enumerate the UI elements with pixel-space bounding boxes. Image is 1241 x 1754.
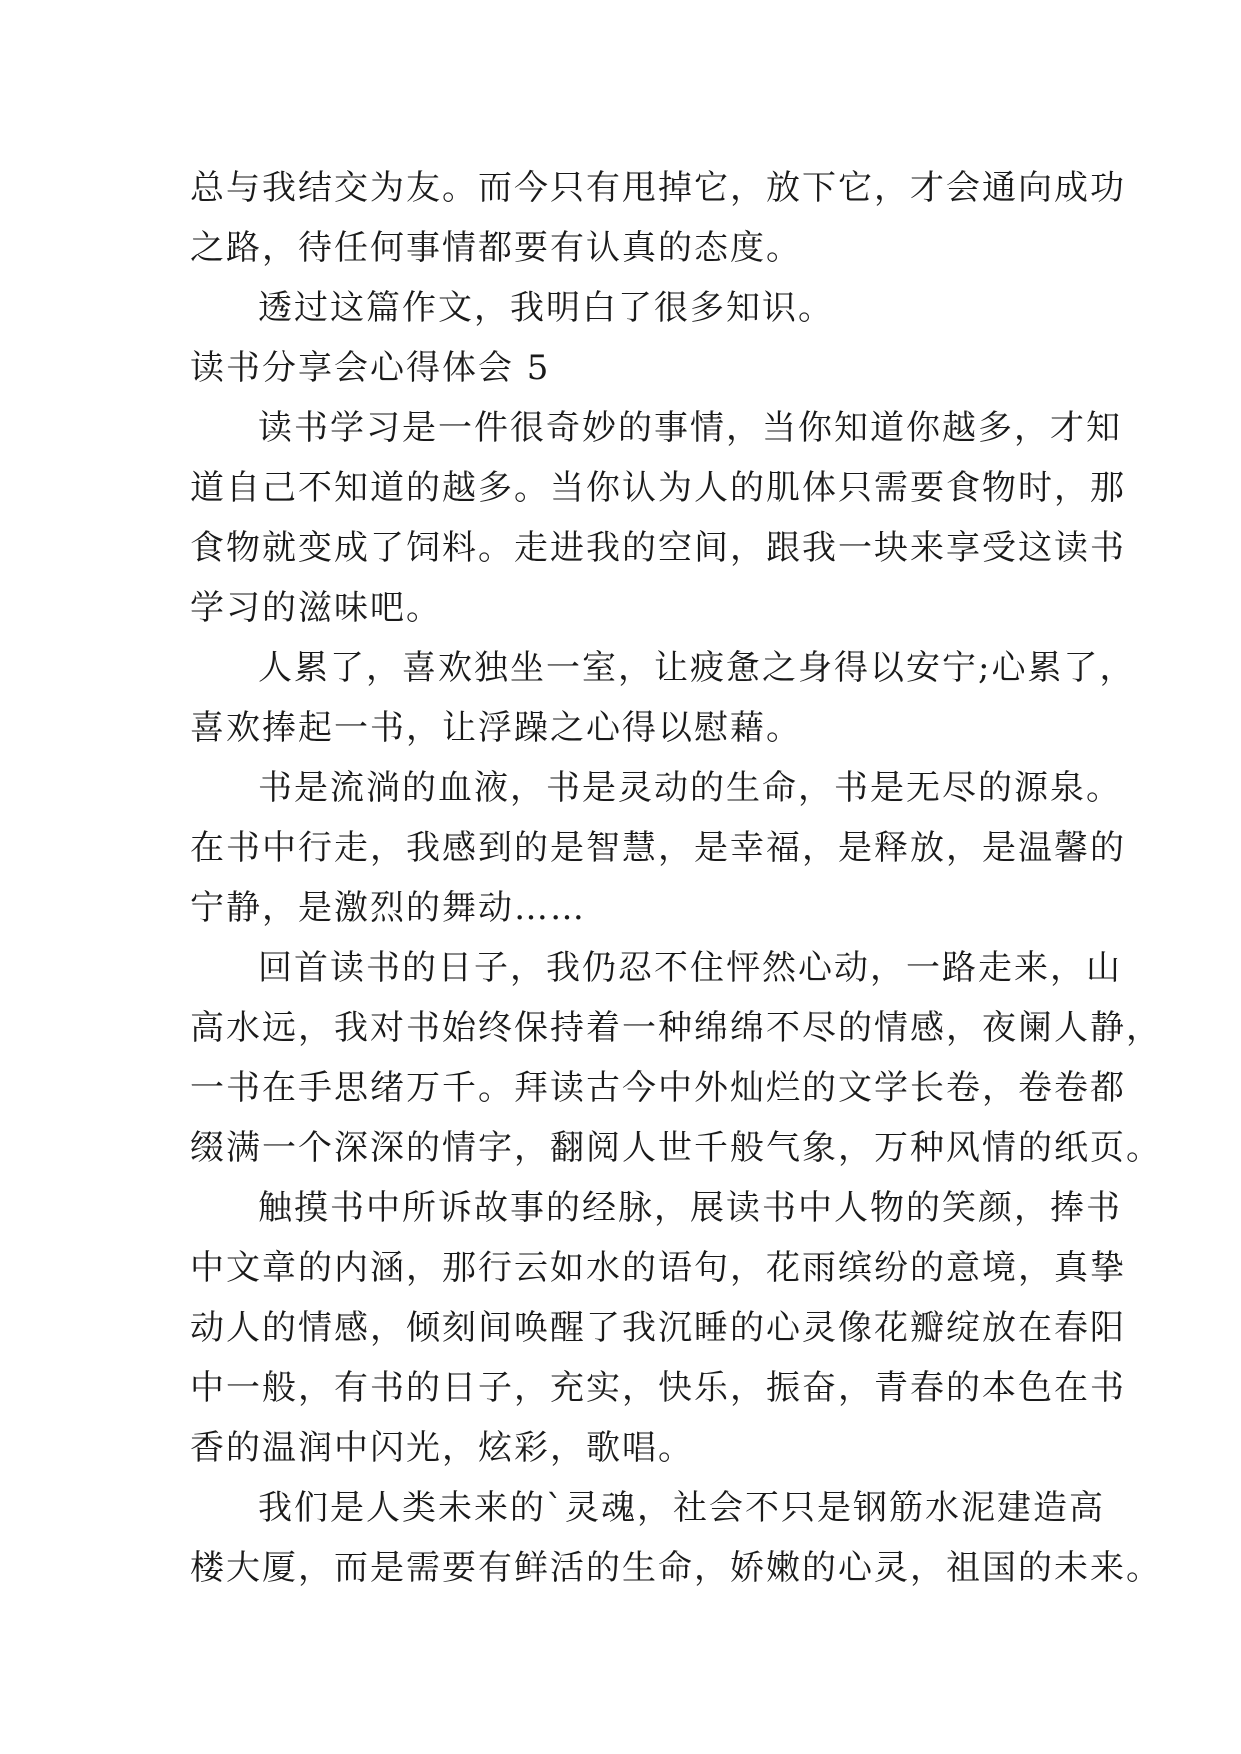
text-line: 在书中行走，我感到的是智慧，是幸福，是释放，是温馨的 [190, 828, 1126, 868]
text-line: 透过这篇作文，我明白了很多知识。 [258, 288, 834, 328]
text-line: 之路，待任何事情都要有认真的态度。 [190, 228, 802, 268]
text-line: 动人的情感，倾刻间唤醒了我沉睡的心灵像花瓣绽放在春阳 [190, 1308, 1126, 1348]
text-line: 一书在手思绪万千。拜读古今中外灿烂的文学长卷，卷卷都 [190, 1068, 1126, 1108]
text-line: 回首读书的日子，我仍忍不住怦然心动，一路走来，山 [258, 948, 1122, 988]
text-line: 触摸书中所诉故事的经脉，展读书中人物的笑颜，捧书 [258, 1188, 1122, 1228]
text-line: 总与我结交为友。而今只有甩掉它，放下它，才会通向成功 [190, 168, 1126, 208]
text-line: 我们是人类未来的`灵魂，社会不只是钢筋水泥建造高 [258, 1488, 1105, 1528]
text-line: 宁静，是激烈的舞动…… [190, 888, 586, 928]
text-line: 读书学习是一件很奇妙的事情，当你知道你越多，才知 [258, 408, 1122, 448]
text-line: 中文章的内涵，那行云如水的语句，花雨缤纷的意境，真挚 [190, 1248, 1126, 1288]
text-line: 楼大厦，而是需要有鲜活的生命，娇嫩的心灵，祖国的未来。 [190, 1548, 1162, 1588]
text-line: 学习的滋味吧。 [190, 588, 442, 628]
text-line: 中一般，有书的日子，充实，快乐，振奋，青春的本色在书 [190, 1368, 1126, 1408]
text-line: 高水远，我对书始终保持着一种绵绵不尽的情感，夜阑人静， [190, 1008, 1162, 1048]
text-line: 道自己不知道的越多。当你认为人的肌体只需要食物时，那 [190, 468, 1126, 508]
text-line: 喜欢捧起一书，让浮躁之心得以慰藉。 [190, 708, 802, 748]
document-body [190, 158, 1162, 1598]
text-line: 食物就变成了饲料。走进我的空间，跟我一块来享受这读书 [190, 528, 1126, 568]
text-line: 书是流淌的血液，书是灵动的生命，书是无尽的源泉。 [258, 768, 1122, 808]
section-heading: 读书分享会心得体会 5 [190, 348, 551, 388]
text-line: 人累了，喜欢独坐一室，让疲惫之身得以安宁;心累了， [258, 648, 1136, 688]
text-line: 缀满一个深深的情字，翻阅人世千般气象，万种风情的纸页。 [190, 1128, 1162, 1168]
text-line: 香的温润中闪光，炫彩，歌唱。 [190, 1428, 694, 1468]
